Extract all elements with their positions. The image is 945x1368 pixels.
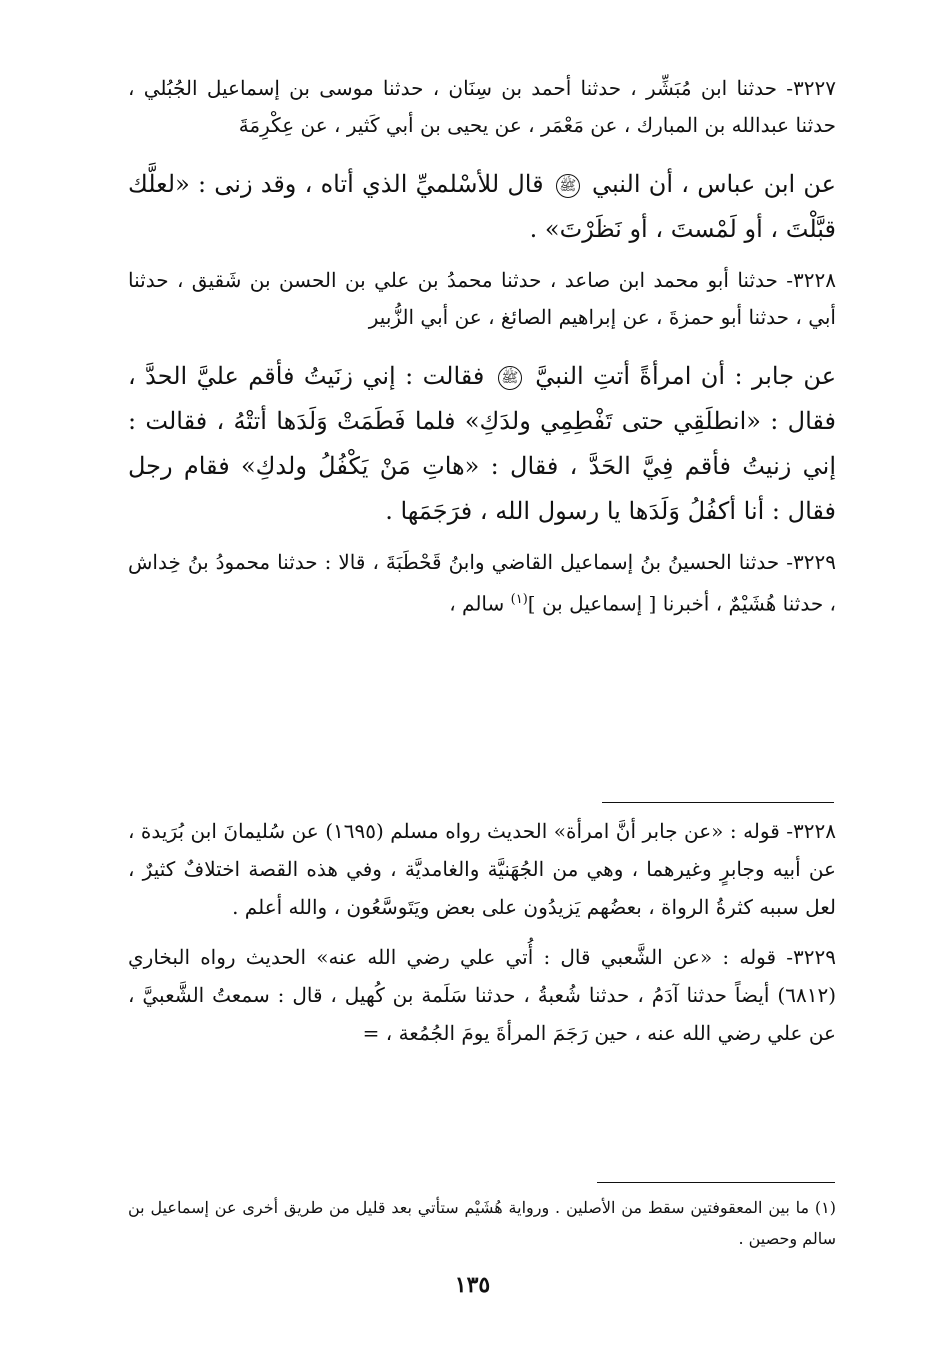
hadith-3227-chain: ٣٢٢٧- حدثنا ابن مُبَشِّر ، حدثنا أحمد بن سِنَان ، حدثنا موسى بن إسماعيل الجُبُلي ، حدثنا عبدالله بن المبارك ، عن مَعْمَر ، عن يحيى بن أبي كَثير ، عن عِكْرِمَةَ <box>128 76 836 137</box>
hadith-3229-chain-before: ٣٢٢٩- حدثنا الحسينُ بنُ إسماعيل القاضي وابنُ قَحْطَبَةَ ، قالا : حدثنا محمودُ بنُ خِداش ، حدثنا هُشَيْمٌ ، أخبرنا [ إسماعيل بن ] <box>128 550 836 616</box>
hadith-3227-text <box>128 162 836 252</box>
hadith-3229-chain <box>128 544 836 623</box>
hadith-3227-text-before: عن ابن عباس ، أن النبي <box>592 170 836 198</box>
footnote-ref: (١) <box>510 592 528 607</box>
hadith-3228-chain: ٣٢٢٨- حدثنا أبو محمد ابن صاعد ، حدثنا محمدُ بن علي بن الحسن بن شَقيق ، حدثنا أبي ، حدثنا أبو حمزةَ ، عن إبراهيم الصائغ ، عن أبي الزُّبير <box>128 268 836 329</box>
hadith-3228-text-after: فقالت : إني زنَيتُ فأقم عليَّ الحدَّ ، فقال : «انطلَقِي حتى تَفْطِمِي ولدَكِ» فلما فَطَمَتْ وَلَدَها أتتْهُ ، فقالت : إني زنيتُ فأقم فِيَّ الحَدَّ ، فقال : «هاتِ مَنْ يَكْفُلُ ولدكِ» فقام رجل فقال : أنا أكفُلُ وَلَدَها يا رسول الله ، فرَجَمَها . <box>128 362 836 525</box>
hadith-3228-text-before: عن جابر : أن امرأةً أتتِ النبيَّ <box>535 362 837 390</box>
footnote-divider <box>597 1182 835 1183</box>
main-text <box>128 70 836 641</box>
salutation-icon: ﷺ <box>556 174 580 198</box>
page-number: ١٣٥ <box>454 1272 491 1298</box>
hadith-3227-text-after: قال للأسْلميِّ الذي أتاه ، وقد زنى : «لعلَّك قبَّلْتَ ، أو لَمْستَ ، أو نَظَرْتَ» . <box>128 170 836 243</box>
footnote: (١) ما بين المعقوفتين سقط من الأصلين . ورواية هُشَيْم ستأتي بعد قليل من طريق أخرى عن إسماعيل بن سالم وحصين . <box>128 1198 836 1248</box>
commentary-3229: ٣٢٢٩- قوله : «عن الشَّعبي قال : أُتي علي رضي الله عنه» الحديث رواه البخاري (٦٨١٢) أيضاً حدثنا آدَمُ ، حدثنا شُعبةُ ، حدثنا سَلَمة بن كُهيل ، قال : سمعتُ الشَّعبيَّ ، عن علي رضي الله عنه ، حين رَجَمَ المرأةَ يومَ الجُمُعة ، = <box>128 945 836 1045</box>
salutation-icon: ﷺ <box>498 366 522 390</box>
hadith-3229-chain-after: سالم ، <box>449 591 505 616</box>
hadith-3228-text <box>128 354 836 534</box>
commentary-section <box>128 812 836 1064</box>
commentary-3228: ٣٢٢٨- قوله : «عن جابر أنَّ امرأة» الحديث رواه مسلم (١٦٩٥) عن سُليمانَ ابن بُرَيدة ، عن أبيه وجابرٍ وغيرهما ، وهي من الجُهَنيَّة والغامديَّة ، وفي هذه القصة اختلافٌ كثيرٌ ، لعل سببه كثرةُ الرواة ، بعضُهم يَزيدُون على بعض ويَتَوسَّعُون ، والله أعلم . <box>128 819 836 919</box>
main-divider <box>602 802 834 803</box>
